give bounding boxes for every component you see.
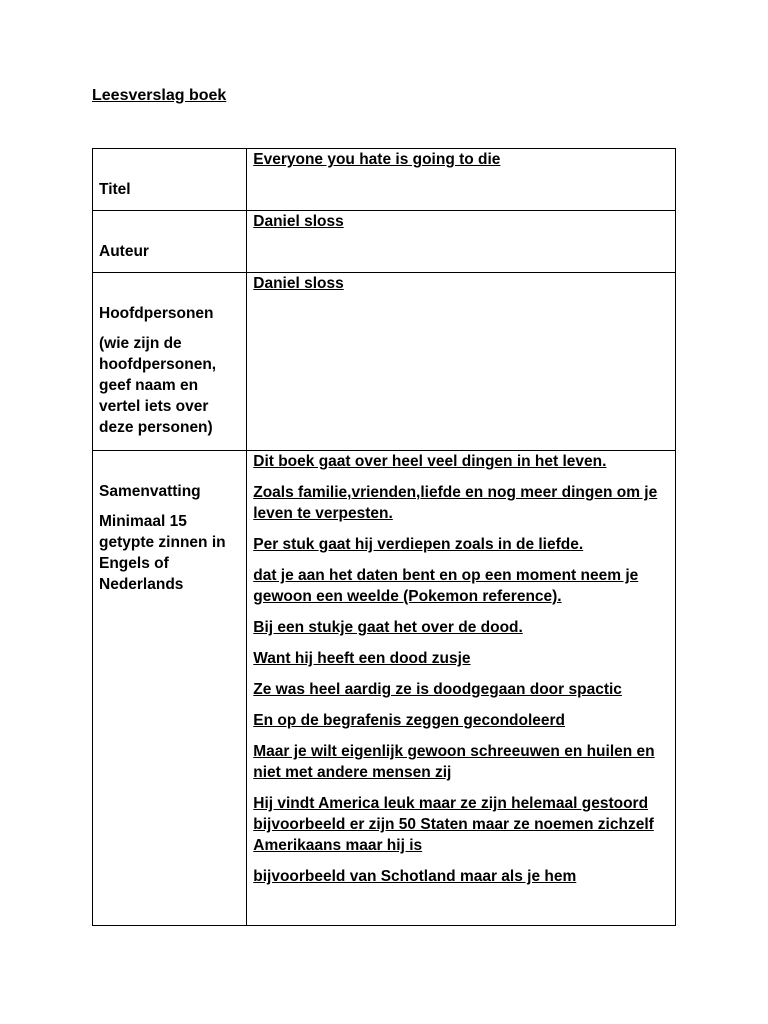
- sublabel-samenvatting: Minimaal 15 getypte zinnen in Engels of Nederlands: [99, 513, 226, 593]
- label-cell-hoofdpersonen: [93, 273, 247, 451]
- summary-paragraph: En op de begrafenis zeggen gecondoleerd: [253, 712, 566, 729]
- value-auteur: Daniel sloss: [253, 213, 344, 230]
- value-titel: Everyone you hate is going to die: [253, 151, 501, 168]
- value-cell-samenvatting: [247, 451, 676, 926]
- summary-paragraph: Hij vindt America leuk maar ze zijn helemaal gestoord bijvoorbeeld er zijn 50 Staten maar ze noemen zichzelf Amerikaans maar hij is: [253, 795, 654, 854]
- value-cell-hoofdpersonen: [247, 273, 676, 451]
- value-hoofdpersonen: Daniel sloss: [253, 275, 344, 292]
- summary-paragraph: Want hij heeft een dood zusje: [253, 650, 471, 667]
- table-row-hoofdpersonen: [93, 273, 676, 451]
- summary-paragraph: Dit boek gaat over heel veel dingen in het leven.: [253, 453, 607, 470]
- report-table: [92, 148, 676, 926]
- label-cell-samenvatting: [93, 451, 247, 926]
- summary-paragraph: Per stuk gaat hij verdiepen zoals in de liefde.: [253, 536, 584, 553]
- label-hoofdpersonen: Hoofdpersonen: [99, 305, 214, 322]
- label-cell-titel: [93, 149, 247, 211]
- table-row-samenvatting: [93, 451, 676, 926]
- summary-paragraph: Zoals familie,vrienden,liefde en nog meer dingen om je leven te verpesten.: [253, 484, 658, 522]
- value-cell-auteur: [247, 211, 676, 273]
- page-title: Leesverslag boek: [92, 87, 227, 104]
- table-row-auteur: [93, 211, 676, 273]
- sublabel-hoofdpersonen: (wie zijn de hoofdpersonen, geef naam en vertel iets over deze personen): [99, 335, 217, 436]
- summary-paragraph: Maar je wilt eigenlijk gewoon schreeuwen en huilen en niet met andere mensen zij: [253, 743, 655, 781]
- label-cell-auteur: [93, 211, 247, 273]
- summary-paragraph: dat je aan het daten bent en op een moment neem je gewoon een weelde (Pokemon reference).: [253, 567, 639, 605]
- value-cell-titel: [247, 149, 676, 211]
- label-samenvatting: Samenvatting: [99, 483, 201, 500]
- summary-paragraph: Ze was heel aardig ze is doodgegaan door spactic: [253, 681, 622, 698]
- label-auteur: Auteur: [99, 243, 149, 260]
- table-row-titel: [93, 149, 676, 211]
- summary-paragraph: bijvoorbeeld van Schotland maar als je hem: [253, 868, 577, 885]
- summary-paragraph: Bij een stukje gaat het over de dood.: [253, 619, 523, 636]
- label-titel: Titel: [99, 181, 131, 198]
